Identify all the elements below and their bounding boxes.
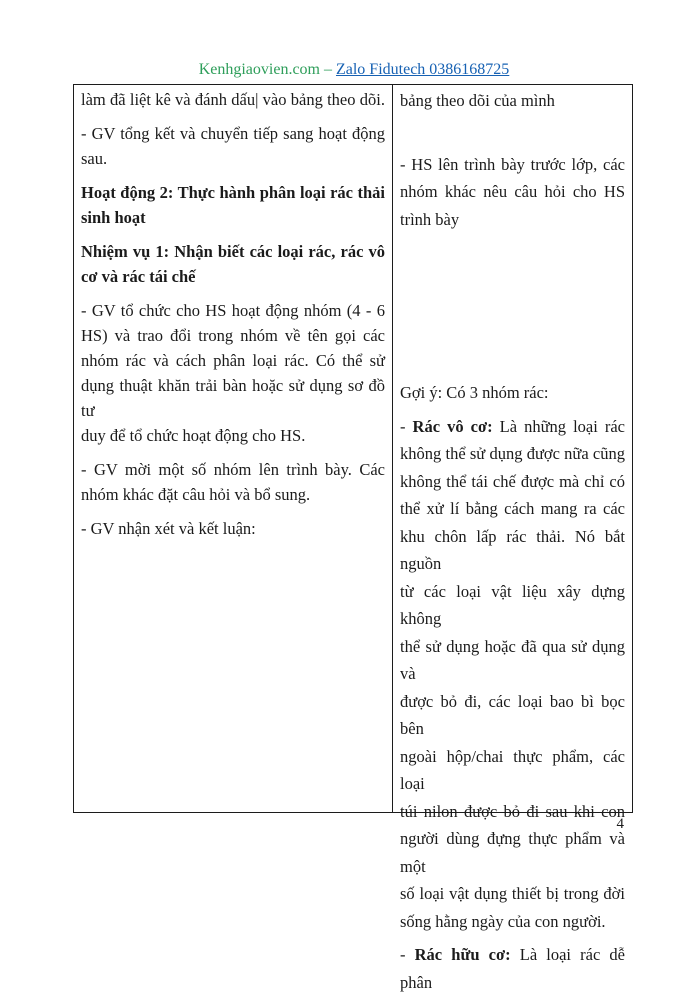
text-run: người dùng đựng thực phẩm và một <box>400 829 625 876</box>
paragraph <box>81 180 385 230</box>
blank-space <box>400 239 625 379</box>
text-run: không thể sử dụng được nữa cũng <box>400 444 625 463</box>
text-line <box>400 413 625 441</box>
text-line <box>81 323 385 348</box>
text-run: Nhiệm vụ 1: Nhận biết các loại rác, rác vô <box>81 242 385 261</box>
text-line <box>81 146 385 171</box>
text-line <box>400 941 625 996</box>
text-line <box>400 798 625 826</box>
text-run: - <box>400 945 415 964</box>
text-run: làm đã liệt kê và đánh dấu| vào bảng theo dõi. <box>81 90 385 109</box>
text-run: Là những loại rác <box>492 416 626 436</box>
text-run: bảng theo dõi của mình <box>400 91 555 110</box>
text-line <box>400 206 625 234</box>
text-line <box>400 87 625 115</box>
text-run: sống hằng ngày của con người. <box>400 911 606 931</box>
paragraph <box>400 941 625 996</box>
text-run: nhóm khác đặt câu hỏi và bổ sung. <box>81 485 311 504</box>
paragraph <box>81 457 385 507</box>
text-run: Hoạt động 2: Thực hành phân loại rác thải <box>81 183 385 202</box>
zalo-contact-link[interactable]: Zalo Fidutech 0386168725 <box>335 61 510 78</box>
text-run: HS) và trao đổi trong nhóm về tên gọi các <box>81 326 385 345</box>
text-run: túi nilon được bỏ đi sau khi con <box>400 801 625 821</box>
page-number: 4 <box>616 816 624 832</box>
bold-text-run: Rác hữu cơ: <box>414 945 511 964</box>
text-line <box>400 633 625 688</box>
text-run: - HS lên trình bày trước lớp, các <box>400 154 625 174</box>
paragraph <box>81 87 385 112</box>
text-line <box>400 440 625 468</box>
text-line <box>400 468 625 496</box>
text-line <box>81 348 385 373</box>
text-line <box>400 379 625 407</box>
paragraph <box>81 298 385 448</box>
text-run: cơ và rác tái chế <box>81 267 196 286</box>
text-line <box>400 523 625 578</box>
paragraph <box>81 239 385 289</box>
text-line <box>81 205 385 230</box>
text-run: khu chôn lấp rác thải. Nó bắt nguồn <box>400 526 625 573</box>
text-run: Là loại rác dễ phân <box>400 945 626 992</box>
text-run: không thể tái chế được mà chỉ có <box>400 471 625 491</box>
text-run: trình bày <box>400 209 460 229</box>
text-run: - GV tổng kết và chuyển tiếp sang hoạt động <box>81 124 385 143</box>
text-run: duy để tổ chức hoạt động cho HS. <box>81 426 306 445</box>
text-run: thể xử lí bằng cách mang ra các <box>400 499 625 518</box>
text-line <box>81 373 385 423</box>
text-run: - GV nhận xét và kết luận: <box>81 519 256 538</box>
paragraph <box>400 151 625 234</box>
text-run: thể sử dụng hoặc đã qua sử dụng và <box>400 636 625 683</box>
text-run: số loại vật dụng thiết bị trong đời <box>400 884 625 903</box>
page-header <box>0 40 700 80</box>
lesson-plan-table <box>73 84 633 992</box>
text-run: Gợi ý: Có 3 nhóm rác: <box>400 383 549 402</box>
text-run: sau. <box>81 149 108 168</box>
text-line <box>81 482 385 507</box>
bold-text-run: Rác vô cơ: <box>412 416 493 436</box>
text-line <box>400 495 625 523</box>
text-run: sinh hoạt <box>81 208 146 227</box>
text-line <box>400 688 625 743</box>
text-line <box>400 743 625 798</box>
text-line <box>400 151 625 179</box>
paragraph <box>400 87 625 115</box>
text-line <box>81 121 385 146</box>
text-run: từ các loại vật liệu xây dựng không <box>400 581 625 628</box>
text-line <box>81 423 385 448</box>
text-line <box>81 239 385 264</box>
table-cell-student-products <box>393 85 632 992</box>
text-line <box>400 825 625 880</box>
paragraph <box>400 413 625 936</box>
text-line <box>400 908 625 936</box>
text-line <box>400 178 625 206</box>
text-line <box>400 880 625 908</box>
paragraph <box>81 121 385 171</box>
blank-space <box>400 121 625 151</box>
text-run: nhóm rác và cách phân loại rác. Có thể sử <box>81 351 385 370</box>
text-line <box>81 457 385 482</box>
text-run: ngoài hộp/chai thực phẩm, các loại <box>400 746 625 793</box>
site-name: Kenhgiaovien.com – <box>198 61 336 78</box>
text-run: được bỏ đi, các loại bao bì bọc bên <box>400 691 625 738</box>
text-line <box>400 578 625 633</box>
text-run: - GV mời một số nhóm lên trình bày. Các <box>81 460 385 479</box>
text-run: - GV tổ chức cho HS hoạt động nhóm (4 - 6 <box>81 301 385 320</box>
text-run: - <box>400 416 413 436</box>
paragraph <box>400 379 625 407</box>
text-run: nhóm khác nêu câu hỏi cho HS <box>400 182 625 201</box>
text-line <box>81 264 385 289</box>
paragraph <box>81 516 385 541</box>
text-line <box>81 87 385 112</box>
text-line <box>81 298 385 323</box>
table-cell-teacher-activities <box>74 85 393 812</box>
text-line <box>81 516 385 541</box>
text-line <box>81 180 385 205</box>
text-run: dụng thuật khăn trải bàn hoặc sử dụng sơ đồ tư <box>81 376 385 420</box>
